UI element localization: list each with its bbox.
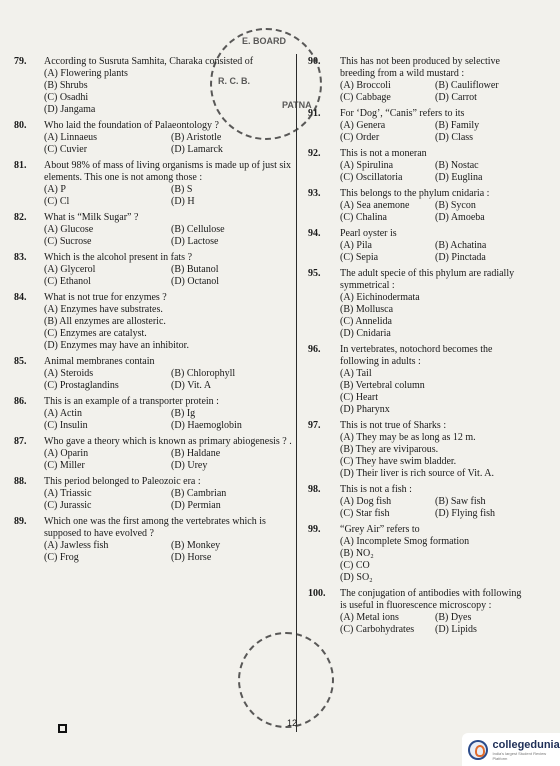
answer-option: (A) They may be as long as 12 m. <box>340 432 476 443</box>
question-number: 95. <box>308 268 321 279</box>
answer-options <box>340 160 524 184</box>
question-text: This is not true of Sharks : <box>340 420 447 431</box>
question-number: 84. <box>14 292 27 303</box>
collegedunia-icon <box>468 740 488 760</box>
question-text: This is not a fish : <box>340 484 412 495</box>
answer-options <box>44 184 292 208</box>
column-divider <box>296 54 297 732</box>
question-body <box>340 524 524 584</box>
answer-option: (A) Sea anemone <box>340 200 410 211</box>
answer-option: (C) Star fish <box>340 508 390 519</box>
answer-option: (A) Eichinodermata <box>340 292 420 303</box>
answer-options <box>44 264 292 288</box>
question-88 <box>14 476 292 512</box>
question-body <box>44 516 292 564</box>
stamp-top-text: E. BOARD <box>242 36 287 46</box>
answer-option: (C) They have swim bladder. <box>340 456 457 467</box>
answer-option: (B) Family <box>435 120 480 131</box>
answer-option: (B) Dyes <box>435 612 472 623</box>
answer-option: (A) Triassic <box>44 488 92 499</box>
question-body <box>340 420 524 480</box>
answer-option: (A) Broccoli <box>340 80 391 91</box>
answer-option: (B) Monkey <box>171 540 221 551</box>
question-text: In vertebrates, notochord becomes the following in adults : <box>340 344 493 367</box>
answer-option: (B) Cambrian <box>171 488 227 499</box>
answer-option: (A) Oparin <box>44 448 89 459</box>
question-body <box>340 228 524 264</box>
question-number: 92. <box>308 148 321 159</box>
right-question-column <box>308 56 524 640</box>
stamp-right-text: PATNA <box>282 100 312 110</box>
answer-options <box>340 536 524 584</box>
question-text: According to Susruta Samhita, Charaka consisted of <box>44 56 254 67</box>
answer-option: (C) Jurassic <box>44 500 92 511</box>
answer-option: (B) Sycon <box>435 200 476 211</box>
answer-option: (B) S <box>171 184 193 195</box>
question-93 <box>308 188 524 224</box>
question-body <box>340 188 524 224</box>
answer-options <box>340 292 524 340</box>
question-89 <box>14 516 292 564</box>
answer-option: (C) Carbohydrates <box>340 624 415 635</box>
answer-option: (D) Pharynx <box>340 404 390 415</box>
question-95 <box>308 268 524 340</box>
question-number: 82. <box>14 212 27 223</box>
answer-option: (D) SO₂ <box>340 572 373 583</box>
question-92 <box>308 148 524 184</box>
answer-option: (B) Saw fish <box>435 496 486 507</box>
question-number: 83. <box>14 252 27 263</box>
answer-option: (A) Incomplete Smog formation <box>340 536 470 547</box>
answer-option: (B) Shrubs <box>44 80 88 91</box>
question-91 <box>308 108 524 144</box>
answer-option: (C) CO <box>340 560 370 571</box>
question-99 <box>308 524 524 584</box>
question-84 <box>14 292 292 352</box>
question-number: 80. <box>14 120 27 131</box>
question-text: Who laid the foundation of Palaeontology ? <box>44 120 219 131</box>
question-text: This has not been produced by selective breeding from a wild mustard : <box>340 56 500 79</box>
question-body <box>44 356 292 392</box>
answer-option: (A) Flowering plants <box>44 68 128 79</box>
question-number: 98. <box>308 484 321 495</box>
answer-option: (D) Horse <box>171 552 212 563</box>
question-number: 89. <box>14 516 27 527</box>
question-number: 94. <box>308 228 321 239</box>
answer-option: (A) Glucose <box>44 224 94 235</box>
question-text: “Grey Air” refers to <box>340 524 420 535</box>
page-number: 12 <box>287 718 298 728</box>
answer-options <box>340 120 524 144</box>
question-number: 91. <box>308 108 321 119</box>
collegedunia-logo <box>462 733 560 766</box>
answer-option: (D) Haemoglobin <box>171 420 242 431</box>
answer-option: (B) Haldane <box>171 448 221 459</box>
question-number: 79. <box>14 56 27 67</box>
question-body <box>340 588 524 636</box>
answer-option: (D) Pinctada <box>435 252 486 263</box>
answer-option: (C) Sucrose <box>44 236 92 247</box>
answer-option: (D) Lactose <box>171 236 219 247</box>
question-text: Which is the alcohol present in fats ? <box>44 252 193 263</box>
answer-option: (C) Osadhi <box>44 92 89 103</box>
answer-options <box>44 488 292 512</box>
answer-option: (B) They are viviparous. <box>340 444 439 455</box>
answer-option: (D) Flying fish <box>435 508 495 519</box>
question-body <box>44 436 292 472</box>
answer-option: (C) Annelida <box>340 316 392 327</box>
stamp-left-text: R. C. B. <box>218 76 251 86</box>
logo-text: collegedunia <box>492 738 560 751</box>
question-number: 97. <box>308 420 321 431</box>
question-number: 85. <box>14 356 27 367</box>
question-text: This is not a moneran <box>340 148 427 159</box>
answer-option: (D) Vit. A <box>171 380 212 391</box>
answer-option: (D) Cnidaria <box>340 328 391 339</box>
answer-option: (A) Glycerol <box>44 264 96 275</box>
answer-option: (A) Enzymes have substrates. <box>44 304 163 315</box>
answer-option: (A) Metal ions <box>340 612 399 623</box>
answer-option: (B) NO₂ <box>340 548 374 559</box>
question-text: The adult specie of this phylum are radially symmetrical : <box>340 268 515 291</box>
answer-option: (B) Vertebral column <box>340 380 425 391</box>
answer-options <box>340 496 524 520</box>
question-body <box>44 252 292 288</box>
answer-option: (D) Euglina <box>435 172 483 183</box>
answer-options <box>340 200 524 224</box>
answer-option: (B) Achatina <box>435 240 487 251</box>
answer-options <box>44 448 292 472</box>
question-96 <box>308 344 524 416</box>
question-number: 93. <box>308 188 321 199</box>
answer-option: (C) Sepia <box>340 252 379 263</box>
answer-option: (D) H <box>171 196 195 207</box>
question-text: The conjugation of antibodies with following is useful in fluorescence microscopy : <box>340 588 522 611</box>
question-number: 88. <box>14 476 27 487</box>
question-82 <box>14 212 292 248</box>
answer-option: (C) Frog <box>44 552 79 563</box>
question-number: 100. <box>308 588 326 599</box>
question-text: Pearl oyster is <box>340 228 397 239</box>
question-87 <box>14 436 292 472</box>
question-number: 81. <box>14 160 27 171</box>
answer-options <box>44 408 292 432</box>
answer-option: (A) P <box>44 184 66 195</box>
question-number: 90. <box>308 56 321 67</box>
question-81 <box>14 160 292 208</box>
answer-option: (B) Chlorophyll <box>171 368 236 379</box>
answer-option: (A) Dog fish <box>340 496 392 507</box>
answer-option: (D) Class <box>435 132 474 143</box>
corner-mark <box>58 724 67 733</box>
answer-option: (C) Enzymes are catalyst. <box>44 328 147 339</box>
answer-option: (B) Butanol <box>171 264 219 275</box>
answer-option: (B) Mollusca <box>340 304 394 315</box>
question-body <box>340 108 524 144</box>
answer-option: (D) Octanol <box>171 276 220 287</box>
answer-option: (A) Genera <box>340 120 386 131</box>
question-body <box>44 160 292 208</box>
answer-option: (C) Ethanol <box>44 276 91 287</box>
answer-option: (D) Lipids <box>435 624 477 635</box>
question-text: Which one was the first among the vertebrates which is supposed to have evolved ? <box>44 516 266 539</box>
answer-option: (C) Cl <box>44 196 70 207</box>
answer-option: (D) Amoeba <box>435 212 485 223</box>
question-body <box>44 212 292 248</box>
answer-option: (C) Chalina <box>340 212 387 223</box>
question-97 <box>308 420 524 480</box>
answer-options <box>44 368 292 392</box>
answer-option: (D) Enzymes may have an inhibitor. <box>44 340 189 351</box>
question-body <box>340 56 524 104</box>
answer-option: (D) Carrot <box>435 92 477 103</box>
question-100 <box>308 588 524 636</box>
question-body <box>340 148 524 184</box>
answer-option: (A) Actin <box>44 408 83 419</box>
question-body <box>340 268 524 340</box>
answer-option: (D) Permian <box>171 500 221 511</box>
question-text: This period belonged to Paleozoic era : <box>44 476 201 487</box>
answer-option: (B) Cellulose <box>171 224 225 235</box>
board-stamp-bottom <box>238 632 334 728</box>
answer-option: (A) Pila <box>340 240 372 251</box>
question-number: 96. <box>308 344 321 355</box>
answer-options <box>44 224 292 248</box>
answer-options <box>340 612 524 636</box>
question-number: 86. <box>14 396 27 407</box>
answer-option: (A) Jawless fish <box>44 540 109 551</box>
answer-option: (A) Spirulina <box>340 160 394 171</box>
answer-options <box>340 240 524 264</box>
answer-option: (D) Urey <box>171 460 208 471</box>
question-number: 99. <box>308 524 321 535</box>
question-body <box>340 344 524 416</box>
answer-option: (A) Steroids <box>44 368 94 379</box>
answer-option: (B) Ig <box>171 408 196 419</box>
answer-option: (D) Their liver is rich source of Vit. A. <box>340 468 494 479</box>
answer-options <box>340 432 524 480</box>
answer-options <box>44 540 292 564</box>
answer-option: (C) Miller <box>44 460 85 471</box>
question-83 <box>14 252 292 288</box>
answer-options <box>340 80 524 104</box>
question-86 <box>14 396 292 432</box>
question-85 <box>14 356 292 392</box>
answer-option: (A) Linnaeus <box>44 132 98 143</box>
answer-option: (C) Insulin <box>44 420 88 431</box>
question-text: What is not true for enzymes ? <box>44 292 167 303</box>
question-text: Who gave a theory which is known as primary abiogenesis ? . <box>44 436 292 447</box>
question-text: What is “Milk Sugar” ? <box>44 212 139 223</box>
question-text: This is an example of a transporter protein : <box>44 396 219 407</box>
question-text: Animal membranes contain <box>44 356 155 367</box>
answer-options <box>44 304 292 352</box>
answer-option: (C) Prostaglandins <box>44 380 119 391</box>
question-body <box>44 292 292 352</box>
question-text: This belongs to the phylum cnidaria : <box>340 188 490 199</box>
answer-option: (C) Cuvier <box>44 144 88 155</box>
answer-option: (B) Cauliflower <box>435 80 499 91</box>
question-text: About 98% of mass of living organisms is made up of just six elements. This one is not among those : <box>44 160 292 183</box>
answer-option: (C) Order <box>340 132 380 143</box>
question-number: 87. <box>14 436 27 447</box>
question-98 <box>308 484 524 520</box>
answer-option: (C) Heart <box>340 392 379 403</box>
answer-option: (B) Aristotle <box>171 132 222 143</box>
question-body <box>44 476 292 512</box>
question-90 <box>308 56 524 104</box>
question-body <box>44 396 292 432</box>
answer-option: (B) All enzymes are allosteric. <box>44 316 166 327</box>
question-body <box>340 484 524 520</box>
answer-option: (C) Cabbage <box>340 92 391 103</box>
answer-option: (A) Tail <box>340 368 372 379</box>
logo-tagline: India's largest Student Review Platform <box>492 750 547 761</box>
question-text: For ‘Dog’, “Canis” refers to its <box>340 108 465 119</box>
answer-option: (B) Nostac <box>435 160 479 171</box>
answer-option: (C) Oscillatoria <box>340 172 403 183</box>
board-stamp-top <box>210 28 322 140</box>
answer-option: (D) Jangama <box>44 104 96 115</box>
answer-options <box>340 368 524 416</box>
answer-option: (D) Lamarck <box>171 144 223 155</box>
question-94 <box>308 228 524 264</box>
